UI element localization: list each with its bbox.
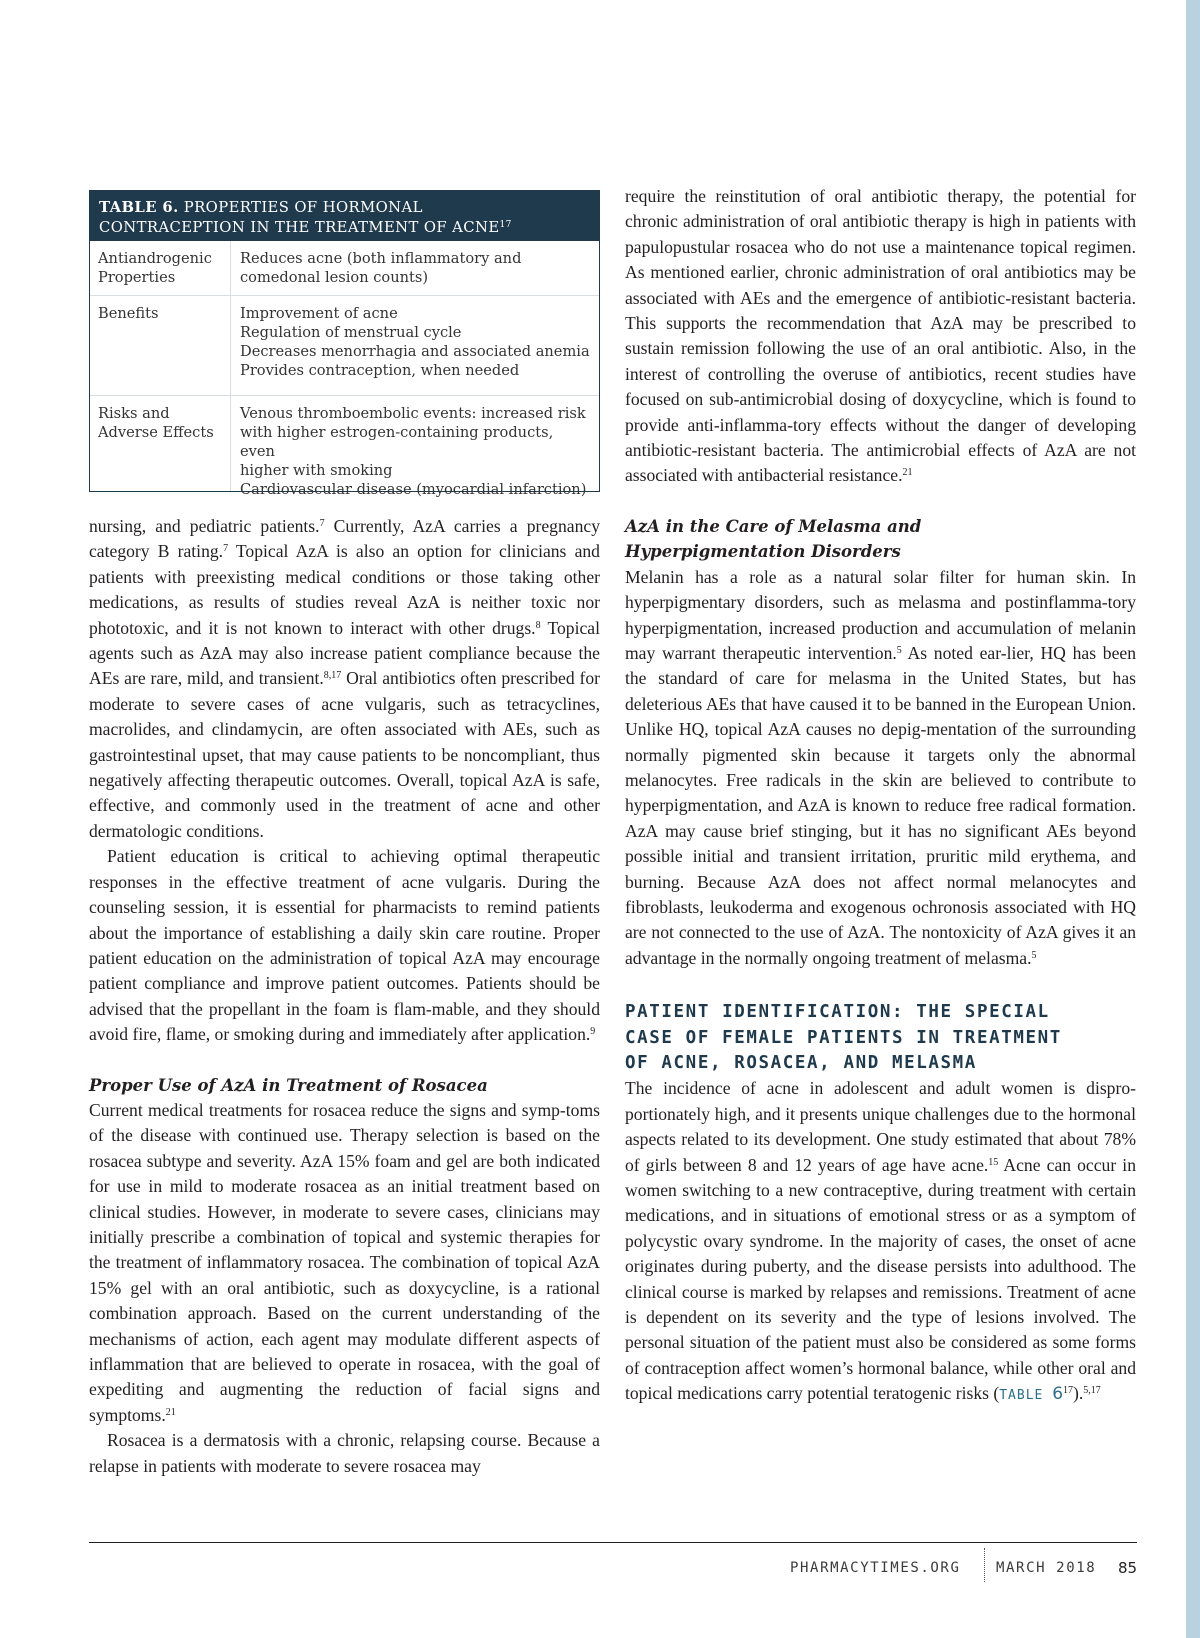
cell-line: Antiandrogenic — [98, 250, 212, 267]
citation: 15 — [988, 1156, 999, 1168]
table-header — [90, 191, 599, 241]
section-heading-line: OF ACNE, ROSACEA, AND MELASMA — [625, 1053, 977, 1073]
table-6-link[interactable] — [999, 1384, 1064, 1405]
table-cell-property — [90, 241, 231, 295]
text-run: Oral antibiotics often prescribed for moderate to severe cases of acne vulgaris, such as tetracyclines, macrolides, and clindamycin, are often associated with AEs, such as gastrointestinal upset, that may cause patients to be noncompliant, thus negatively affecting therapeutic outcomes. Overall, topical AzA is safe, effective, and commonly used in the treatment of acne and other dermatologic conditions. — [89, 668, 600, 841]
table-ref-number: 6 — [1052, 1384, 1064, 1405]
body-paragraph — [89, 1098, 600, 1428]
table-row — [90, 395, 599, 498]
citation: 9 — [590, 1026, 596, 1038]
cell-line: with higher estrogen-containing products, even — [240, 424, 554, 460]
cell-line: Risks and — [98, 405, 170, 422]
page-edge-bar — [1186, 0, 1200, 1638]
subheading-melasma — [625, 514, 1136, 565]
text-run: Current medical treatments for rosacea reduce the signs and symp-toms of the disease with continued use. Therapy selection is based on the rosacea subtype and severity. AzA 15% foam and gel are both indicated for use in mild to moderate rosacea as an initial treatment based on clinical studies. However, in moderate to severe cases, clinicians may initially prescribe a combination of topical and systemic therapies for the treatment of inflammatory rosacea. The combination of topical AzA 15% gel with an oral antibiotic, such as doxycycline, is a rational combination approach. Based on the current understanding of the mechanisms of action, each agent may modulate different aspects of inflammation that are believed to operate in rosacea, with the goal of expediting and augmenting the reduction of facial signs and symptoms. — [89, 1099, 600, 1425]
body-paragraph — [625, 1076, 1136, 1408]
citation: 5,17 — [1083, 1385, 1101, 1397]
section-heading-patient-identification — [625, 1000, 1136, 1076]
cell-line: Regulation of menstrual cycle — [240, 324, 462, 341]
footer-site: PHARMACYTIMES.ORG — [790, 1560, 961, 1576]
citation: 8 — [535, 619, 541, 631]
right-column — [625, 184, 1136, 1409]
footer-date: MARCH 2018 — [996, 1560, 1097, 1576]
table-row — [90, 295, 599, 395]
footer-rule — [89, 1542, 1137, 1543]
cell-line: higher with smoking — [240, 462, 393, 479]
citation: 17 — [1063, 1385, 1074, 1397]
cell-line: Improvement of acne — [240, 305, 398, 322]
table-cell-details — [231, 296, 599, 395]
citation: 7 — [319, 518, 325, 529]
citation: 5 — [896, 644, 902, 656]
table-title-ref: 17 — [499, 220, 512, 230]
subheading-rosacea: Proper Use of AzA in Treatment of Rosacea — [89, 1075, 488, 1095]
cell-line: Reduces acne (both inflammatory and — [240, 250, 522, 267]
citation: 8,17 — [323, 670, 342, 682]
cell-line: Decreases menorrhagia and associated anemia — [240, 343, 590, 360]
cell-line: comedonal lesion counts) — [240, 269, 429, 286]
text-run: The incidence of acne in adolescent and adult women is dispro-portionately high, and it presents unique challenges due to the hormonal aspects related to its development. One study estimated that about 78% of girls between 8 and 12 years of age have acne. — [625, 1078, 1136, 1175]
subheading-line: AzA in the Care of Melasma and — [625, 516, 922, 536]
section-heading-line: PATIENT IDENTIFICATION: THE SPECIAL — [625, 1002, 1050, 1023]
table-cell-property — [90, 296, 231, 395]
text-run: Patient education is critical to achieving optimal therapeutic responses in the effective treatment of acne vulgaris. During the counseling session, it is essential for pharmacists to remind patients about the importance of establishing a daily skin care routine. Proper patient education on the administration of topical AzA may encourage patient compliance and improve patient outcomes. Patients should be advised that the propellant in the foam is flam-mable, and they should avoid fire, flame, or smoking during and immediately after application. — [89, 846, 600, 1045]
text-run: Topical agents such as AzA may also increase patient compliance because the AEs are rare, mild, and transient. — [89, 617, 600, 689]
cell-line: Benefits — [98, 305, 159, 322]
text-run: Topical AzA is also an option for clinicians and patients with preexisting medical conditions or those taking other medications, as results of studies reveal AzA is neither toxic nor phototoxic, and it is not known to interact with other drugs. — [89, 541, 600, 638]
text-run: require the reinstitution of oral antibiotic therapy, the potential for chronic administration of oral antibiotic therapy is high in patients with papulopustular rosacea who do not use a maintenance topical regimen. As mentioned earlier, chronic administration of oral antibiotics may be associated with AEs and the emergence of antibiotic-resistant bacteria. This supports the recommendation that AzA may be prescribed to sustain remission following the use of an oral antibiotic. Also, in the interest of controlling the overuse of antibiotics, recent studies have focused on sub-antimicrobial dosing of doxycycline, which is found to provide anti-inflamma-tory effects without the danger of developing antibiotic-resistant bacteria. The antimicrobial effects of AzA are not associated with antibacterial resistance. — [625, 186, 1136, 486]
text-run: As noted ear-lier, HQ has been the standard of care for melasma in the United States, but has deleterious AEs that have caused it to be banned in the European Union. Unlike HQ, topical AzA causes no depig-mentation of the surrounding normally pigmented skin because it targets only the abnormal melanocytes. Free radicals in the skin are believed to contribute to hyperpigmentation, and AzA is known to reduce free radical formation. AzA may cause brief stinging, but it has no significant AEs beyond possible initial and transient irritation, pruritic mild erythema, and burning. Because AzA does not affect normal melanocytes and fibroblasts, leukoderma and exogenous ochronosis associated with HQ are not connected to the use of AzA. The nontoxicity of AzA gives it an advantage in the normally ongoing treatment of melasma. — [625, 642, 1136, 968]
table-cell-property — [90, 396, 231, 491]
text-run: Currently, AzA carries a pregnancy category B rating. — [89, 516, 600, 562]
body-paragraph — [89, 1428, 600, 1479]
body-paragraph — [89, 514, 600, 844]
table-title-line2: CONTRACEPTION IN THE TREATMENT OF ACNE — [99, 219, 500, 236]
cell-line: Properties — [98, 269, 176, 286]
cell-line: Provides contraception, when needed — [240, 362, 520, 379]
text-run: Acne can occur in women switching to a new contraceptive, during treatment with certain medications, and in situations of emotional stress or as a symptom of polycystic ovary syndrome. In the majority of cases, the onset of acne originates during puberty, and the disease persists into adulthood. The clinical course is marked by relapses and remissions. Treatment of acne is dependent on its severity and the type of lesions involved. The personal situation of the patient must also be considered as some forms of contraception affect women’s hormonal balance, while other oral and topical medications carry potential teratogenic risks ( — [625, 1154, 1136, 1404]
left-column — [89, 514, 600, 1479]
citation: 5 — [1031, 949, 1037, 961]
text-run: Rosacea is a dermatosis with a chronic, relapsing course. Because a relapse in patients with moderate to severe rosacea may — [89, 1430, 600, 1476]
text-run: Melanin has a role as a natural solar filter for human skin. In hyperpigmentary disorders, such as melasma and postinflamma-tory hyperpigmentation, increased production and accumulation of melanin may warrant therapeutic intervention. — [625, 566, 1136, 663]
text-run: nursing, and pediatric patients. — [89, 516, 320, 536]
table-row — [90, 241, 599, 295]
cell-line: Cardiovascular disease (myocardial infarction) — [240, 481, 587, 498]
table-title-line1: PROPERTIES OF HORMONAL — [183, 199, 423, 216]
citation: 7 — [223, 543, 229, 555]
cell-line: Adverse Effects — [98, 424, 214, 441]
text-run: ). — [1073, 1383, 1084, 1404]
table-ref-label: TABLE — [999, 1388, 1044, 1404]
subheading-line: Hyperpigmentation Disorders — [625, 542, 901, 562]
body-paragraph — [625, 184, 1136, 489]
table-6 — [89, 190, 600, 498]
table-cell-details — [231, 396, 599, 498]
table-cell-details — [231, 241, 599, 295]
citation: 21 — [902, 467, 913, 479]
page-number: 85 — [1118, 1559, 1138, 1577]
cell-line: Venous thromboembolic events: increased risk — [240, 405, 586, 422]
body-paragraph — [625, 565, 1136, 972]
body-paragraph — [89, 844, 600, 1047]
table-label: TABLE 6. — [99, 199, 179, 216]
section-heading-line: CASE OF FEMALE PATIENTS IN TREATMENT — [625, 1027, 1062, 1048]
citation: 21 — [165, 1406, 176, 1418]
footer-separator — [984, 1548, 985, 1582]
